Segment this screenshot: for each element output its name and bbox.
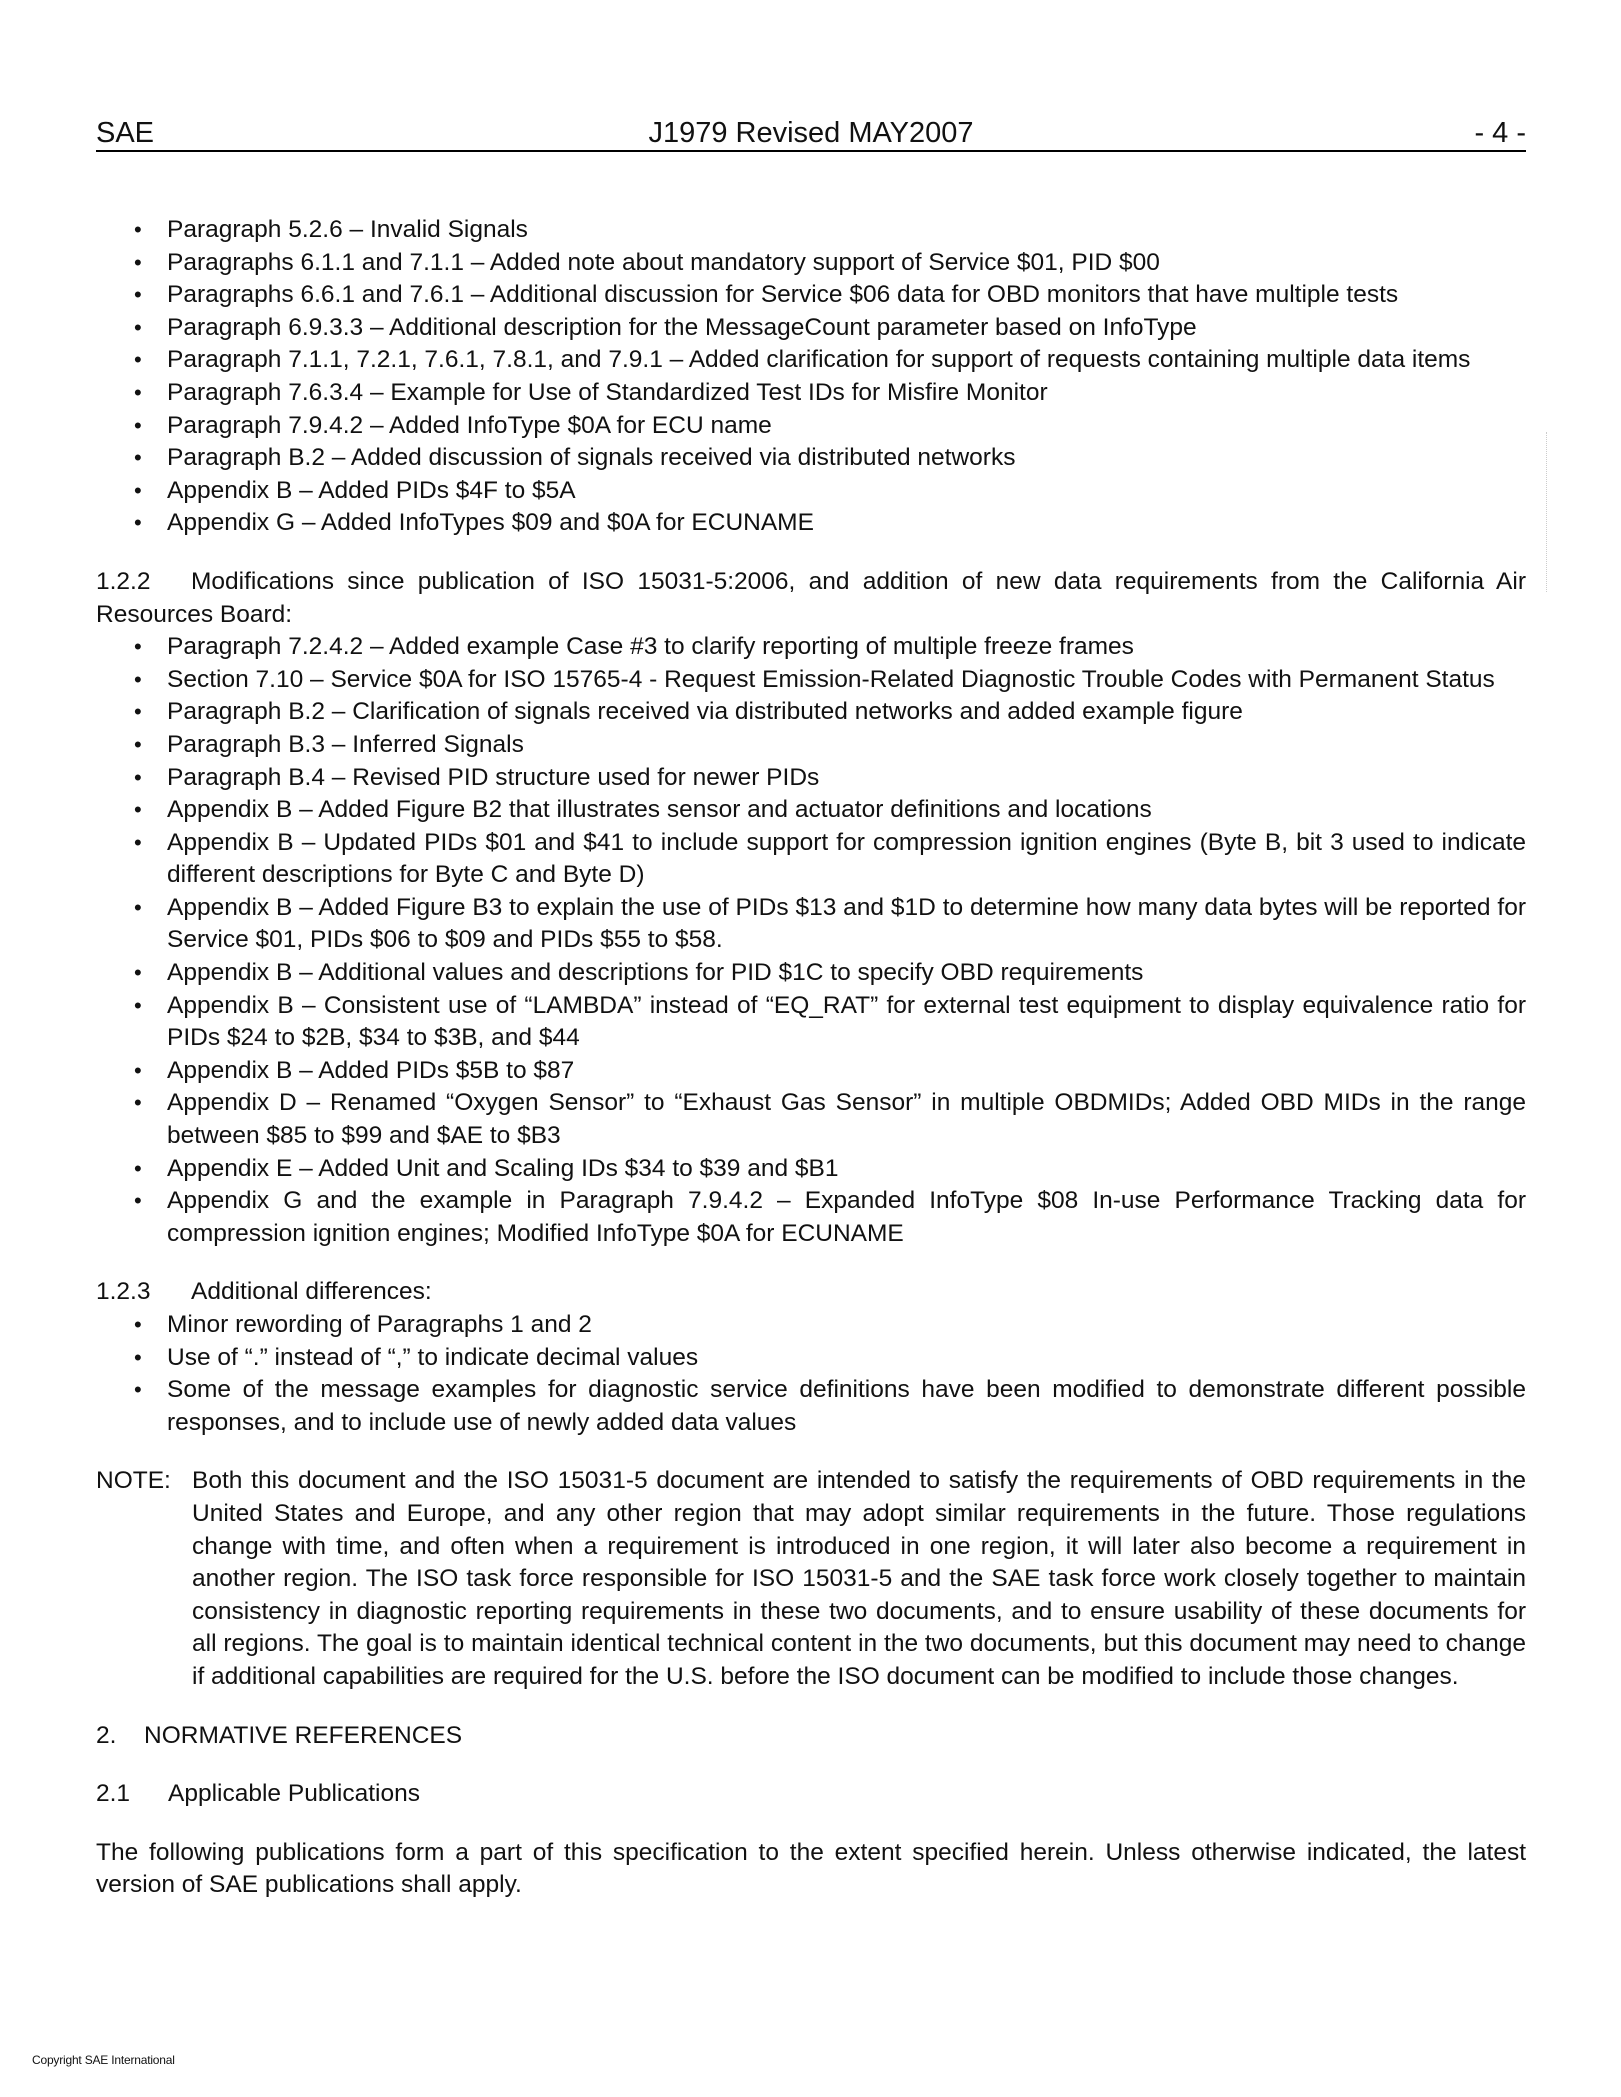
list-item: • Appendix B – Consistent use of “LAMBDA” instead of “EQ_RAT” for external test equipment to display equivalence ratio for PIDs $24 to $2B, $34 to $3B, and $44 bbox=[134, 991, 1526, 1052]
list-item: • Appendix B – Added PIDs $4F to $5A bbox=[96, 475, 1526, 508]
bullet-icon: • bbox=[134, 960, 142, 986]
page-header bbox=[96, 116, 1526, 152]
bullet-icon: • bbox=[134, 797, 142, 823]
list-item: • Some of the message examples for diagnostic service definitions have been modified to demonstrate different possible responses, and to include use of newly added data values bbox=[134, 1376, 1526, 1436]
bullet-icon: • bbox=[134, 217, 142, 242]
bullet-icon: • bbox=[134, 379, 142, 405]
bullet-icon: • bbox=[134, 347, 142, 373]
bullet-icon: • bbox=[134, 894, 142, 920]
bullet-icon: • bbox=[134, 1344, 142, 1370]
list-item: • Paragraph B.2 – Clarification of signals received via distributed networks and added example figure bbox=[96, 696, 1526, 729]
list-item: • Paragraph 6.9.3.3 – Additional description for the MessageCount parameter based on InfoType bbox=[96, 312, 1526, 345]
header-org: SAE bbox=[96, 117, 155, 149]
bullet-icon: • bbox=[134, 1090, 142, 1116]
closing-paragraph: The following publications form a part of this specification to the extent specified herein. Unless otherwise indicated, the latest version of SAE publications shall apply. bbox=[96, 1838, 1526, 1899]
bullet-icon: • bbox=[134, 829, 142, 855]
bullet-icon: • bbox=[134, 634, 142, 660]
list-item: • Appendix G – Added InfoTypes $09 and $0A for ECUNAME bbox=[96, 507, 1526, 540]
copyright-footer: Copyright SAE International bbox=[32, 2053, 175, 2067]
list-item: • Appendix B – Added PIDs $5B to $87 bbox=[96, 1055, 1526, 1088]
list-item: • Appendix D – Renamed “Oxygen Sensor” to “Exhaust Gas Sensor” in multiple OBDMIDs; Added OBD MIDs in the range between $85 to $99 and $AE to $B3 bbox=[134, 1089, 1526, 1150]
bullet-icon: • bbox=[134, 1312, 142, 1337]
list-item: • Section 7.10 – Service $0A for ISO 15765-4 - Request Emission-Related Diagnostic Trouble Codes with Permanent Status bbox=[96, 664, 1526, 697]
section-number: 1.2.2 bbox=[96, 567, 151, 595]
bullet-icon: • bbox=[134, 1377, 142, 1403]
bullet-icon: • bbox=[134, 249, 142, 275]
bullet-icon: • bbox=[134, 731, 142, 757]
list-item: • Paragraphs 6.6.1 and 7.6.1 – Additional discussion for Service $06 data for OBD monitors that have multiple tests bbox=[96, 279, 1526, 312]
scan-edge-marks bbox=[1546, 432, 1549, 592]
section-1-2-2 bbox=[96, 566, 1526, 631]
change-list-2 bbox=[96, 631, 1526, 1250]
bullet-icon: • bbox=[134, 1057, 142, 1083]
bullet-icon: • bbox=[134, 992, 142, 1018]
section-title: Applicable Publications bbox=[168, 1780, 420, 1808]
list-item: • Use of “.” instead of “,” to indicate decimal values bbox=[96, 1342, 1526, 1375]
bullet-icon: • bbox=[134, 764, 142, 790]
list-item: • Appendix B – Added Figure B3 to explain the use of PIDs $13 and $1D to determine how many data bytes will be reported for Service $01, PIDs $06 to $09 and PIDs $55 to $58. bbox=[134, 893, 1526, 954]
list-item: • Appendix E – Added Unit and Scaling IDs $34 to $39 and $B1 bbox=[96, 1153, 1526, 1186]
change-list-3 bbox=[96, 1309, 1526, 1439]
list-item: • Appendix B – Additional values and descriptions for PID $1C to specify OBD requirements bbox=[96, 957, 1526, 990]
note-text: Both this document and the ISO 15031-5 document are intended to satisfy the requirements of OBD requirements in the United States and Europe, and any other region that may adopt similar requirements in the future. Those regulations change with time, and often when a requirement is introduced in one region, it will later also become a requirement in another region. The ISO task force responsible for ISO 15031-5 and the SAE task force work closely together to maintain consistency in diagnostic reporting requirements in these two documents, and to ensure usability of these documents for all regions. The goal is to maintain identical technical content in the two documents, but this document may need to change if additional capabilities are required for the U.S. before the ISO document can be modified to include those changes. bbox=[192, 1467, 1526, 1690]
list-item: • Paragraph B.3 – Inferred Signals bbox=[96, 729, 1526, 762]
section-text: Modifications since publication of ISO 15031-5:2006, and addition of new data requirements from the California Air Resources Board: bbox=[96, 567, 1526, 628]
bullet-icon: • bbox=[134, 1155, 142, 1181]
note-label: NOTE: bbox=[96, 1467, 171, 1495]
section-text: Additional differences: bbox=[191, 1278, 432, 1306]
bullet-icon: • bbox=[134, 510, 142, 536]
list-item: • Paragraph 7.1.1, 7.2.1, 7.6.1, 7.8.1, and 7.9.1 – Added clarification for support of requests containing multiple data items bbox=[96, 344, 1526, 377]
bullet-icon: • bbox=[134, 666, 142, 692]
section-number: 2.1 bbox=[96, 1780, 131, 1808]
list-item: • Paragraph B.2 – Added discussion of signals received via distributed networks bbox=[96, 442, 1526, 475]
section-number: 2. bbox=[96, 1721, 117, 1749]
list-item: • Paragraphs 6.1.1 and 7.1.1 – Added note about mandatory support of Service $01, PID $00 bbox=[96, 247, 1526, 280]
bullet-icon: • bbox=[134, 1188, 142, 1214]
list-item: • Appendix G and the example in Paragraph 7.9.4.2 – Expanded InfoType $08 In-use Performance Tracking data for compression ignition engines; Modified InfoType $0A for ECUNAME bbox=[134, 1187, 1526, 1247]
list-item: • Paragraph 5.2.6 – Invalid Signals bbox=[96, 214, 1526, 247]
bullet-icon: • bbox=[134, 699, 142, 725]
header-doc-title: J1979 Revised MAY2007 bbox=[648, 117, 974, 149]
section-number: 1.2.3 bbox=[96, 1278, 151, 1306]
list-item: • Paragraph 7.6.3.4 – Example for Use of Standardized Test IDs for Misfire Monitor bbox=[96, 377, 1526, 410]
section-1-2-3 bbox=[96, 1276, 1526, 1309]
section-title: NORMATIVE REFERENCES bbox=[144, 1721, 463, 1749]
bullet-icon: • bbox=[134, 412, 142, 438]
list-item: • Paragraph 7.9.4.2 – Added InfoType $0A for ECU name bbox=[96, 410, 1526, 443]
bullet-icon: • bbox=[134, 314, 142, 340]
list-item: • Appendix B – Updated PIDs $01 and $41 to include support for compression ignition engines (Byte B, bit 3 used to indicate different descriptions for Byte C and Byte D) bbox=[134, 828, 1526, 889]
bullet-icon: • bbox=[134, 282, 142, 308]
section-2-1-heading bbox=[96, 1778, 1526, 1811]
list-item: • Paragraph B.4 – Revised PID structure used for newer PIDs bbox=[96, 762, 1526, 795]
list-item: • Minor rewording of Paragraphs 1 and 2 bbox=[96, 1309, 1526, 1342]
note-block bbox=[96, 1465, 1526, 1693]
section-2-heading bbox=[96, 1720, 1526, 1753]
change-list-1 bbox=[96, 214, 1526, 540]
list-item: • Appendix B – Added Figure B2 that illustrates sensor and actuator definitions and locations bbox=[96, 794, 1526, 827]
list-item: • Paragraph 7.2.4.2 – Added example Case #3 to clarify reporting of multiple freeze frames bbox=[96, 631, 1526, 664]
page-body bbox=[96, 214, 1526, 1902]
bullet-icon: • bbox=[134, 445, 142, 471]
bullet-icon: • bbox=[134, 477, 142, 503]
header-page-number: - 4 - bbox=[1474, 117, 1526, 149]
